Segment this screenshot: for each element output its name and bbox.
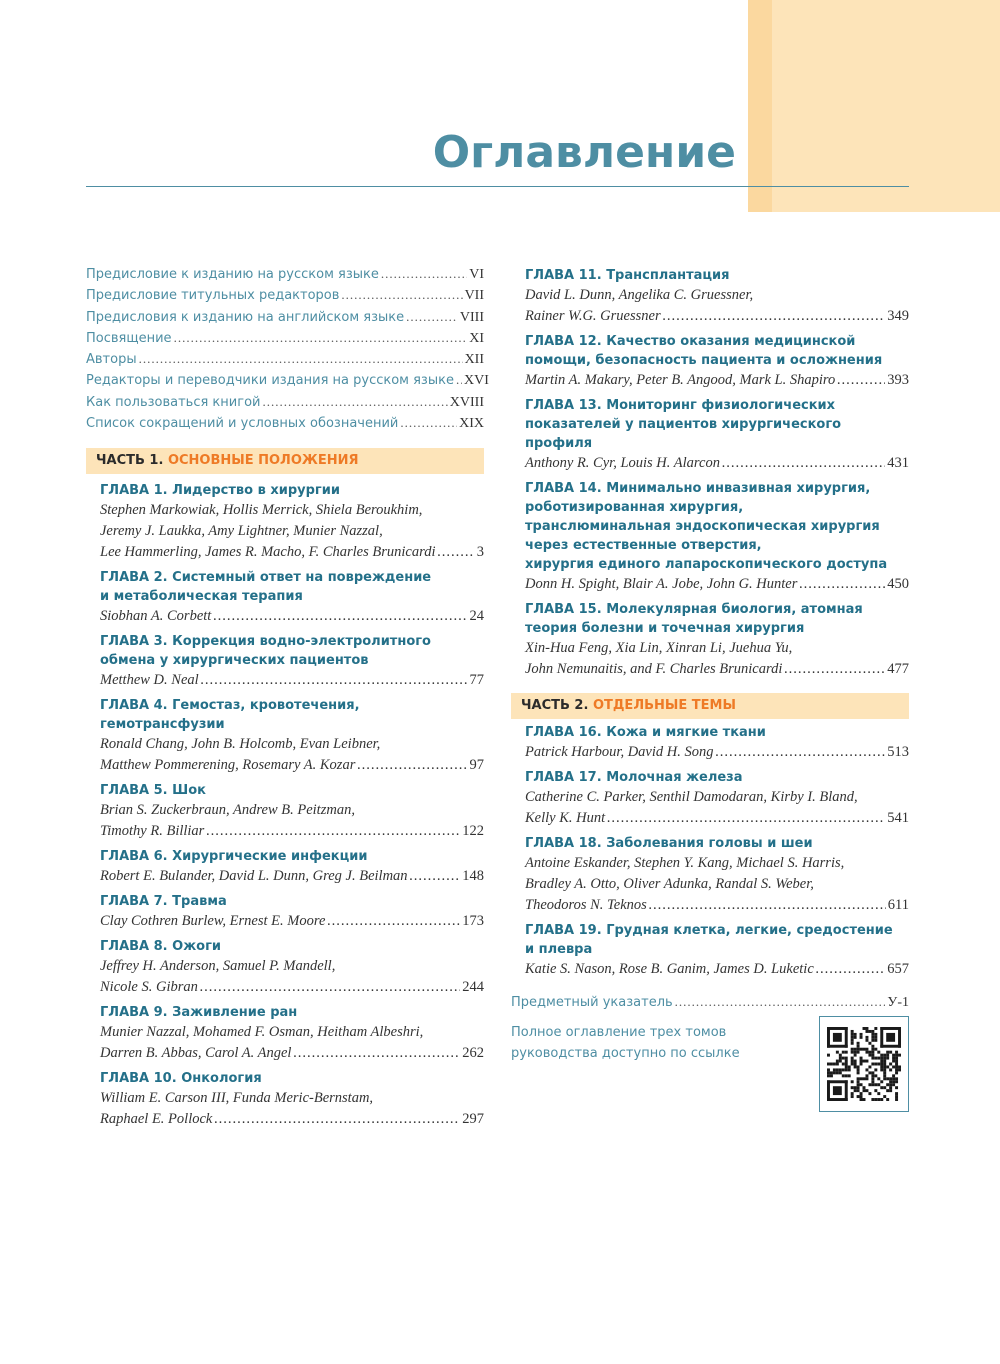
chapter-entry[interactable] [86, 696, 484, 776]
index-entry[interactable] [511, 994, 909, 1018]
author-page-row [100, 606, 484, 627]
chapter-title [525, 396, 909, 453]
chapter-title [100, 781, 484, 800]
qr-code-icon[interactable] [819, 1016, 909, 1112]
chapter-title-line: ГЛАВА 17. Молочная железа [525, 770, 743, 785]
author-line: Timothy R. Billiar [100, 823, 205, 840]
dot-leader [816, 959, 885, 980]
author-page-row [100, 977, 484, 998]
chapter-entry[interactable] [511, 332, 909, 391]
dot-leader [327, 911, 460, 932]
author-line: Theodoros N. Teknos [525, 897, 647, 913]
author-line: William E. Carson III, Funda Meric-Bernstam, [100, 1090, 374, 1107]
dot-leader [406, 309, 458, 325]
page-number: 244 [462, 979, 484, 996]
chapter-authors [100, 670, 484, 691]
author-line: Katie S. Nason, Rose B. Ganim, James D. Luketic [525, 961, 814, 977]
author-line: Bradley A. Otto, Oliver Adunka, Randal S. Weber, [525, 876, 814, 892]
chapter-authors [100, 800, 484, 842]
page-number: XVIII [449, 394, 484, 410]
chapter-title-line: ГЛАВА 11. Трансплантация [525, 268, 730, 283]
chapter-entry[interactable] [511, 723, 909, 763]
toc-entry[interactable] [86, 415, 484, 436]
qr-caption-line: Полное оглавление трех томов [511, 1025, 727, 1040]
chapter-title [525, 723, 909, 742]
dot-leader [139, 351, 463, 367]
dot-leader [663, 306, 886, 327]
chapter-title-line: ГЛАВА 1. Лидерство в хирургии [100, 483, 340, 499]
author-line: Patrick Harbour, David H. Song [525, 744, 714, 760]
dot-leader [607, 808, 885, 829]
chapter-authors [525, 742, 909, 763]
qr-caption [511, 1022, 740, 1064]
page-number: 3 [476, 544, 484, 561]
part-header-1[interactable] [86, 448, 484, 474]
chapter-entry[interactable] [511, 921, 909, 980]
chapter-title [525, 600, 909, 638]
chapter-title-line: гемотрансфузии [100, 717, 225, 733]
author-page-row [525, 742, 909, 763]
page-title: Оглавление [432, 127, 736, 178]
page-number: У-1 [887, 995, 909, 1010]
chapter-title [100, 1069, 484, 1088]
chapter-entry[interactable] [511, 834, 909, 916]
chapter-title-line: помощи, безопасность пациента и осложнения [525, 353, 883, 368]
author-page-row [525, 574, 909, 595]
chapter-title-line: ГЛАВА 3. Коррекция водно-электролитного [100, 634, 431, 650]
entry-title: Предисловие к изданию на русском языке [86, 267, 379, 282]
author-line: Brian S. Zuckerbraun, Andrew B. Peitzman, [100, 802, 355, 819]
page-number: XVI [463, 373, 489, 389]
toc-column-left [86, 266, 489, 1135]
chapter-authors [525, 453, 909, 474]
part-header-2[interactable] [511, 693, 909, 719]
page-number: VII [464, 288, 484, 304]
entry-title: Список сокращений и условных обозначений [86, 416, 399, 432]
chapter-entry[interactable] [86, 1003, 484, 1064]
entry-title: Предметный указатель [511, 995, 673, 1010]
page-number: VIII [459, 309, 484, 325]
dot-leader [837, 370, 885, 391]
toc-entry[interactable] [86, 330, 484, 351]
chapter-title [100, 696, 484, 734]
author-line: Clay Cothren Burlew, Ernest E. Moore [100, 913, 326, 930]
chapter-title-line: ГЛАВА 18. Заболевания головы и шеи [525, 836, 813, 851]
author-line: Darren B. Abbas, Carol A. Angel [100, 1045, 292, 1062]
dot-leader [675, 994, 886, 1010]
chapter-authors [100, 866, 484, 887]
page-number: 297 [462, 1111, 484, 1128]
chapter-authors [100, 606, 484, 627]
chapter-title-line: ГЛАВА 9. Заживление ран [100, 1005, 298, 1021]
author-page-row [525, 453, 909, 474]
entry-title: Авторы [86, 352, 137, 368]
author-page-row [525, 959, 909, 980]
author-line: Donn H. Spight, Blair A. Jobe, John G. Hunter [525, 576, 798, 592]
author-line: Kelly K. Hunt [525, 810, 606, 826]
page-number: VI [469, 267, 484, 282]
entry-title: Редакторы и переводчики издания на русском языке [86, 373, 454, 389]
page-number: 611 [887, 897, 909, 913]
part-label: ЧАСТЬ 1. [96, 453, 164, 469]
chapter-list [86, 481, 484, 1130]
chapter-title-line: ГЛАВА 8. Ожоги [100, 939, 221, 955]
chapter-entry[interactable] [86, 781, 484, 842]
author-line: Rainer W.G. Gruessner [525, 308, 661, 324]
dot-leader [200, 977, 460, 998]
chapter-title-line: ГЛАВА 7. Травма [100, 894, 227, 910]
chapter-title-line: профиля [525, 436, 593, 451]
author-page-row [100, 911, 484, 932]
author-page-row [525, 370, 909, 391]
chapter-title-line: транслюминальная эндоскопическая хирургия [525, 519, 880, 534]
author-line: Jeffrey H. Anderson, Samuel P. Mandell, [100, 958, 336, 975]
chapter-title [525, 768, 909, 787]
page-number: 450 [887, 576, 909, 592]
header-accent-block [772, 0, 1000, 212]
chapter-title [100, 847, 484, 866]
chapter-title-line: обмена у хирургических пациентов [100, 653, 369, 669]
chapter-title [100, 892, 484, 911]
header-accent-strip [748, 0, 772, 212]
chapter-title-line: ГЛАВА 12. Качество оказания медицинской [525, 334, 856, 349]
dot-leader [341, 287, 462, 303]
chapter-entry[interactable] [511, 266, 909, 327]
part-label: ЧАСТЬ 2. [521, 698, 589, 713]
dot-leader [649, 895, 886, 916]
chapter-title [100, 632, 484, 670]
author-page-row [525, 306, 909, 327]
chapter-title-line: хирургия единого лапароскопического доступа [525, 557, 888, 572]
chapter-entry[interactable] [86, 892, 484, 932]
author-line: Stephen Markowiak, Hollis Merrick, Shiela Beroukhim, [100, 502, 423, 519]
part-name: ОСНОВНЫЕ ПОЛОЖЕНИЯ [167, 453, 359, 469]
dot-leader [784, 659, 885, 680]
chapter-list [511, 723, 909, 980]
author-page-row [100, 670, 484, 691]
page-number: 148 [462, 868, 484, 885]
dot-leader [456, 372, 462, 388]
qr-code-graphic [827, 1027, 901, 1101]
author-line: Anthony R. Cyr, Louis H. Alarcon [525, 455, 720, 471]
toc-entry[interactable] [86, 309, 484, 330]
page-number: 541 [887, 810, 909, 826]
page-number: 122 [462, 823, 484, 840]
chapter-authors [100, 1022, 484, 1064]
title-rule [86, 186, 909, 187]
author-line: Munier Nazzal, Mohamed F. Osman, Heitham Albeshri, [100, 1024, 424, 1041]
page-number: 349 [887, 308, 909, 324]
dot-leader [293, 1043, 460, 1064]
dot-leader [206, 821, 460, 842]
chapter-title-line: ГЛАВА 4. Гемостаз, кровотечения, [100, 698, 360, 714]
toc-entry[interactable] [86, 266, 484, 287]
chapter-entry[interactable] [86, 1069, 484, 1130]
page-number: XI [469, 330, 484, 346]
chapter-title [525, 332, 909, 370]
chapter-authors [525, 638, 909, 680]
author-line: John Nemunaitis, and F. Charles Brunicardi [525, 661, 783, 677]
author-line: Catherine C. Parker, Senthil Damodaran, Kirby I. Bland, [525, 789, 858, 805]
page-number: 657 [887, 961, 909, 977]
chapter-authors [100, 911, 484, 932]
dot-leader [262, 394, 447, 410]
part-name: ОТДЕЛЬНЫЕ ТЕМЫ [592, 698, 736, 713]
chapter-authors [525, 787, 909, 829]
chapter-title [525, 479, 909, 574]
chapter-entry[interactable] [511, 600, 909, 680]
author-line: Metthew D. Neal [100, 672, 199, 689]
dot-leader [357, 755, 467, 776]
chapter-entry[interactable] [86, 632, 484, 691]
dot-leader [381, 266, 467, 282]
chapter-authors [100, 500, 484, 563]
author-page-row [100, 755, 484, 776]
chapter-title-line: ГЛАВА 13. Мониторинг физиологических [525, 398, 836, 413]
entry-title: Предисловие титульных редакторов [86, 288, 340, 304]
page-number: 173 [462, 913, 484, 930]
chapter-entry[interactable] [86, 847, 484, 887]
author-page-row [100, 542, 484, 563]
author-line: Xin-Hua Feng, Xia Lin, Xinran Li, Juehua Yu, [525, 640, 793, 656]
chapter-authors [100, 1088, 484, 1130]
page-number: 24 [469, 608, 484, 625]
dot-leader [437, 542, 474, 563]
author-line: Ronald Chang, John B. Holcomb, Evan Leibner, [100, 736, 381, 753]
toc-column-right [511, 266, 909, 1061]
author-line: Siobhan A. Corbett [100, 608, 212, 625]
chapter-title-line: ГЛАВА 15. Молекулярная биология, атомная [525, 602, 863, 617]
chapter-authors [525, 574, 909, 595]
chapter-entry[interactable] [511, 396, 909, 474]
dot-leader [174, 330, 468, 346]
author-line: Jeremy J. Laukka, Amy Lightner, Munier Nazzal, [100, 523, 383, 540]
page-number: XIX [459, 416, 484, 432]
chapter-title [100, 937, 484, 956]
chapter-authors [525, 853, 909, 916]
toc-entry[interactable] [86, 394, 484, 415]
chapter-title-line: ГЛАВА 10. Онкология [100, 1071, 262, 1087]
front-matter-list [86, 266, 489, 436]
chapter-title-line: роботизированная хирургия, [525, 500, 744, 515]
author-page-row [525, 808, 909, 829]
toc-entry[interactable] [86, 372, 489, 393]
chapter-authors [525, 370, 909, 391]
chapter-title-line: ГЛАВА 5. Шок [100, 783, 206, 799]
dot-leader [201, 670, 468, 691]
chapter-entry[interactable] [86, 568, 484, 627]
page-number: 513 [887, 744, 909, 760]
author-line: Matthew Pommerening, Rosemary A. Kozar [100, 757, 356, 774]
chapter-title [525, 834, 909, 853]
chapter-authors [525, 285, 909, 327]
author-line: Robert E. Bulander, David L. Dunn, Greg J. Beilman [100, 868, 408, 885]
dot-leader [213, 606, 467, 627]
chapter-title-line: через естественные отверстия, [525, 538, 762, 553]
dot-leader [722, 453, 885, 474]
chapter-title [525, 266, 909, 285]
author-page-row [100, 821, 484, 842]
dot-leader [716, 742, 886, 763]
author-page-row [100, 1043, 484, 1064]
chapter-authors [525, 959, 909, 980]
chapter-authors [100, 956, 484, 998]
chapter-entry[interactable] [86, 937, 484, 998]
author-line: Lee Hammerling, James R. Macho, F. Charles Brunicardi [100, 544, 436, 561]
chapter-authors [100, 734, 484, 776]
entry-title: Посвящение [86, 330, 172, 346]
dot-leader [410, 866, 461, 887]
chapter-title [100, 568, 484, 606]
author-page-row [100, 866, 484, 887]
chapter-title-line: ГЛАВА 19. Грудная клетка, легкие, средостение [525, 923, 893, 938]
entry-title: Как пользоваться книгой [86, 394, 261, 410]
author-page-row [525, 659, 909, 680]
author-page-row [525, 895, 909, 916]
chapter-title [525, 921, 909, 959]
chapter-title-line: и метаболическая терапия [100, 589, 303, 605]
chapter-list [511, 266, 909, 680]
author-page-row [100, 1109, 484, 1130]
chapter-entry[interactable] [86, 481, 484, 563]
chapter-title-line: показателей у пациентов хирургического [525, 417, 842, 432]
page-number: 77 [469, 672, 484, 689]
chapter-title [100, 481, 484, 500]
chapter-title-line: ГЛАВА 6. Хирургические инфекции [100, 849, 368, 865]
page-number: 97 [469, 757, 484, 774]
entry-title: Предисловия к изданию на английском языке [86, 309, 405, 325]
author-line: Raphael E. Pollock [100, 1111, 213, 1128]
page-number: 477 [887, 661, 909, 677]
page-number: XII [464, 352, 484, 368]
author-line: Nicole S. Gibran [100, 979, 198, 996]
chapter-title-line: и плевра [525, 942, 593, 957]
chapter-entry[interactable] [511, 768, 909, 829]
chapter-title [100, 1003, 484, 1022]
author-line: Martin A. Makary, Peter B. Angood, Mark L. Shapiro [525, 372, 836, 388]
chapter-title-line: ГЛАВА 14. Минимально инвазивная хирургия, [525, 481, 871, 496]
author-line: Antoine Eskander, Stephen Y. Kang, Michael S. Harris, [525, 855, 845, 871]
toc-entry[interactable] [86, 351, 484, 372]
page-number: 431 [887, 455, 909, 471]
author-line: David L. Dunn, Angelika C. Gruessner, [525, 287, 754, 303]
page-number: 393 [887, 372, 909, 388]
page-number: 262 [462, 1045, 484, 1062]
qr-caption-line: руководства доступно по ссылке [511, 1046, 740, 1061]
chapter-title-line: ГЛАВА 2. Системный ответ на повреждение [100, 570, 432, 586]
dot-leader [799, 574, 885, 595]
toc-entry[interactable] [86, 287, 484, 308]
dot-leader [400, 415, 457, 431]
chapter-title-line: ГЛАВА 16. Кожа и мягкие ткани [525, 725, 766, 740]
chapter-entry[interactable] [511, 479, 909, 595]
chapter-title-line: теория болезни и точечная хирургия [525, 621, 805, 636]
dot-leader [214, 1109, 460, 1130]
